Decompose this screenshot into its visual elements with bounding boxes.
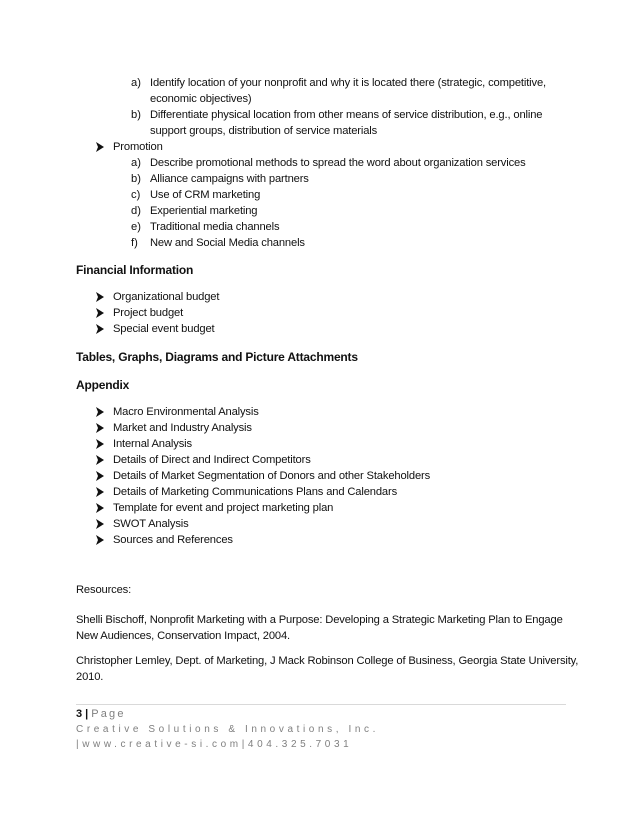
chevron-right-icon	[95, 140, 105, 154]
list-item-text: Use of CRM marketing	[150, 189, 261, 201]
page-separator: |	[85, 708, 89, 720]
list-item-text: Organizational budget	[113, 291, 220, 303]
chevron-right-icon	[95, 306, 105, 320]
chevron-right-icon	[95, 405, 105, 419]
list-item-text: Traditional media channels	[150, 221, 280, 233]
list-item-text: Details of Marketing Communications Plans and Calendars	[113, 486, 398, 498]
chevron-right-icon	[95, 453, 105, 467]
list-item-text: Details of Direct and Indirect Competitors	[113, 454, 311, 466]
chevron-right-icon	[95, 517, 105, 531]
appendix-heading: Appendix	[76, 378, 130, 392]
list-item-text: Macro Environmental Analysis	[113, 406, 259, 418]
resources-label: Resources:	[76, 584, 132, 596]
list-item-text: Internal Analysis	[113, 438, 192, 450]
footer-page-number	[76, 707, 126, 721]
list-item-label: a)	[131, 77, 141, 89]
list-item-label: f)	[131, 237, 138, 249]
footer-contact: |www.creative-si.com|404.325.7031	[76, 739, 353, 750]
list-item-text: Experiential marketing	[150, 205, 258, 217]
chevron-right-icon	[95, 533, 105, 547]
reference-text: New Audiences, Conservation Impact, 2004.	[76, 630, 290, 642]
chevron-right-icon	[95, 437, 105, 451]
list-item-text: support groups, distribution of service materials	[150, 125, 378, 137]
list-item-label: d)	[131, 205, 141, 217]
list-item-label: a)	[131, 157, 141, 169]
page-word: Page	[91, 708, 126, 720]
promotion-title: Promotion	[113, 141, 163, 153]
list-item-text: Sources and References	[113, 534, 233, 546]
list-item-text: economic objectives)	[150, 93, 252, 105]
reference-text: Christopher Lemley, Dept. of Marketing, J Mack Robinson College of Business, Georgia State University,	[76, 655, 579, 667]
reference-text: 2010.	[76, 671, 104, 683]
list-item-text: Template for event and project marketing plan	[113, 502, 334, 514]
chevron-right-icon	[95, 421, 105, 435]
list-item-text: Special event budget	[113, 323, 215, 335]
list-item-text: Alliance campaigns with partners	[150, 173, 309, 185]
tables-heading: Tables, Graphs, Diagrams and Picture Attachments	[76, 350, 358, 364]
financial-heading: Financial Information	[76, 263, 194, 277]
chevron-right-icon	[95, 290, 105, 304]
list-item-text: New and Social Media channels	[150, 237, 305, 249]
chevron-right-icon	[95, 322, 105, 336]
chevron-right-icon	[95, 501, 105, 515]
list-item-text: Describe promotional methods to spread the word about organization services	[150, 157, 526, 169]
reference-text: Shelli Bischoff, Nonprofit Marketing with a Purpose: Developing a Strategic Marketing Plan to Engage	[76, 614, 563, 626]
list-item-label: e)	[131, 221, 141, 233]
list-item-text: SWOT Analysis	[113, 518, 189, 530]
list-item-text: Project budget	[113, 307, 184, 319]
list-item-text: Details of Market Segmentation of Donors and other Stakeholders	[113, 470, 431, 482]
list-item-text: Market and Industry Analysis	[113, 422, 252, 434]
footer-company: Creative Solutions & Innovations, Inc.	[76, 724, 380, 735]
chevron-right-icon	[95, 485, 105, 499]
list-item-label: c)	[131, 189, 141, 201]
list-item-label: b)	[131, 109, 141, 121]
list-item-label: b)	[131, 173, 141, 185]
chevron-right-icon	[95, 469, 105, 483]
page-number: 3	[76, 708, 83, 720]
list-item-text: Differentiate physical location from other means of service distribution, e.g., online	[150, 109, 543, 121]
list-item-text: Identify location of your nonprofit and why it is located there (strategic, competitive,	[150, 77, 546, 89]
footer-divider	[76, 704, 566, 705]
